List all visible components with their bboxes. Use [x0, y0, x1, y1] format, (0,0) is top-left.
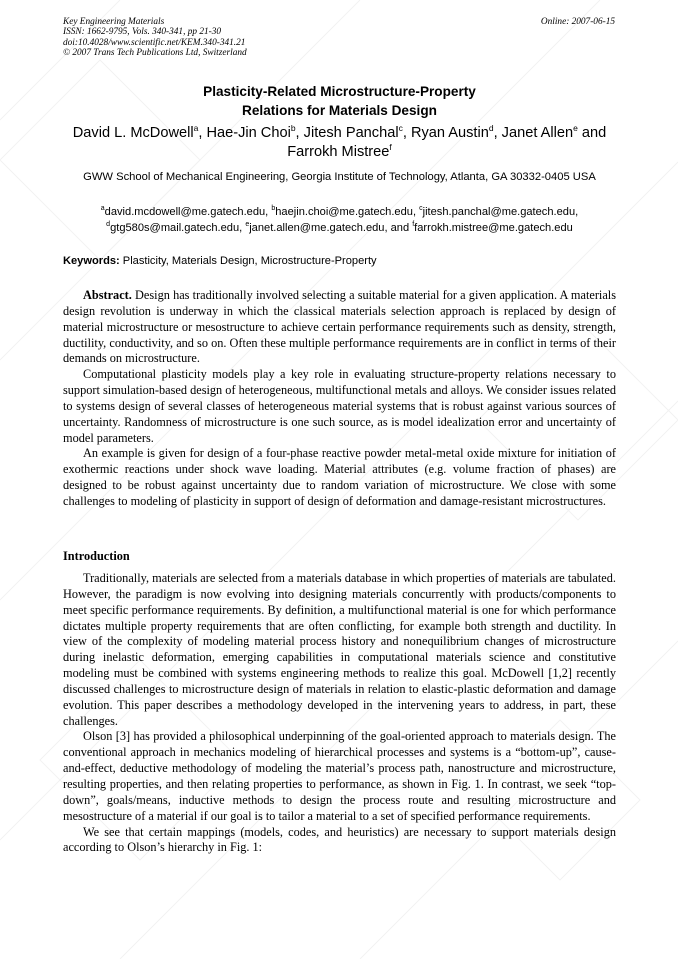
email-sup: c [419, 205, 423, 212]
email-sup: f [412, 220, 415, 228]
abstract-paragraph: An example is given for design of a four-phase reactive powder metal-metal oxide mixture for initiation of exothermic reactions under shock wave loading. Material attributes (e.g. volume fraction of phases) are designed to be robust against uncertainty due to random variation of microstructure. We close with some challenges to modeling of plasticity in support of design of deformation and damage-resistant microstructures. [63, 446, 616, 508]
email-sup: d [106, 220, 111, 228]
author-sup: e [573, 123, 578, 133]
author-name: Farrokh Mistree [287, 144, 390, 160]
author-name: Ryan Austin [410, 125, 489, 141]
author-list [63, 124, 616, 162]
abstract [63, 288, 616, 510]
abstract-label: Abstract. [83, 288, 132, 302]
keywords-text: Plasticity, Materials Design, Microstructure-Property [119, 255, 377, 267]
email-link[interactable]: janet.allen@me.gatech.edu [249, 221, 385, 234]
email-link[interactable]: david.mcdowell@me.gatech.edu [104, 206, 266, 218]
author-sup: b [290, 123, 296, 133]
email-link[interactable]: farrokh.mistree@me.gatech.edu [414, 221, 573, 234]
author-sup: c [398, 123, 403, 133]
email-sup: a [100, 205, 105, 212]
online-date: Online: 2007-06-15 [540, 17, 615, 27]
title-line-1: Plasticity-Related Microstructure-Property [203, 84, 476, 99]
author-separator: , [493, 125, 502, 141]
intro-paragraph: We see that certain mappings (models, codes, and heuristics) are necessary to support materials design according to Olson’s hierarchy in Fig. 1: [63, 824, 616, 855]
paper-title [63, 82, 616, 120]
intro-paragraph: Olson [3] has provided a philosophical underpinning of the goal-oriented approach to materials design. The conventional approach in mechanics modeling of hierarchical processes and systems is a “bottom-up”, cause-and-effect, deductive methodology of modeling the material’s process path, nanostructure and microstructure, resulting properties, and then relating properties to performance, as shown in Fig. 1. In contrast, we seek “top-down”, goals/means, inductive methods to design the process route and resulting microstructure and mesostructure of a material if our goal is to tailor a material to a set of specified performance requirements. [63, 729, 616, 823]
email-list: $^a$david.mcdowell@me.gatech.edu, $^b$haejin.choi@me.gatech.edu, $^c$jitesh.panchal@me.gatech.edu, $^d$gtg580s@mail.gatech.edu, $^e$janet.allen@me.gatech.edu, and $^f$farrokh.mistree@me.gatech.edu [100, 205, 579, 234]
author-sup: a [193, 123, 199, 133]
introduction-body [63, 571, 616, 856]
author-separator: , [402, 125, 411, 141]
author-separator: , [198, 125, 207, 141]
author-name: Hae-Jin Choi [206, 125, 291, 141]
author-and: and [577, 125, 607, 141]
email-sup: e [245, 220, 250, 228]
author-name: Janet Allen [501, 125, 574, 141]
journal-info [63, 17, 247, 59]
author-separator: , [295, 125, 304, 141]
title-line-2: Relations for Materials Design [242, 103, 437, 118]
affiliation: GWW School of Mechanical Engineering, Georgia Institute of Technology, Atlanta, GA 30332-0405 USA [83, 171, 596, 183]
author-name: David L. McDowell [72, 125, 194, 141]
copyright-line: © 2007 Trans Tech Publications Ltd, Switzerland [63, 48, 247, 59]
keywords [63, 255, 377, 267]
section-heading: Introduction [63, 549, 130, 563]
email-sup: b [271, 205, 276, 212]
email-link[interactable]: haejin.choi@me.gatech.edu [275, 206, 413, 218]
author-sup: d [488, 123, 494, 133]
email-link[interactable]: jitesh.panchal@me.gatech.edu [422, 206, 576, 218]
intro-paragraph: Traditionally, materials are selected from a materials database in which properties of materials are tabulated. However, the paradigm is now evolving into designing materials concurrently with products/components to meet specific performance requirements. By definition, a multifunctional material is one for which performance dictates multiple property requirements that are often conflicting, for example both strength and ductility. In view of the complexity of modeling material process history and nonequilibrium changes of microstructure during inelastic deformation, emerging capabilities in computational materials science and constitutive modeling must be combined with systems engineering methods to realize this goal. McDowell [1,2] recently discussed challenges to microstructure design of materials in relation to elastic-plastic deformation and damage evolution. This paper describes a methodology developed in the intervening years to address, in part, these challenges. [63, 571, 616, 728]
author-sup: f [389, 142, 392, 152]
keywords-label: Keywords: [63, 255, 120, 267]
journal-name: Key Engineering Materials [63, 17, 165, 27]
doi-line: doi:10.4028/www.scientific.net/KEM.340-341.21 [63, 37, 246, 48]
abstract-paragraph [63, 288, 616, 367]
abstract-text: Design has traditionally involved selecting a suitable material for a given application. A materials design revolution is underway in which the classical materials selection approach is replaced by design of material microstructure or mesostructure to achieve certain performance requirements such as density, strength, ductility, conductivity, and so on. Often these multiple performance requirements are in conflict in terms of their demands on microstructure. [63, 288, 616, 366]
issn-line: ISSN: 1662-9795, Vols. 340-341, pp 21-30 [63, 27, 222, 38]
author-name: Jitesh Panchal [303, 125, 399, 141]
email-link[interactable]: gtg580s@mail.gatech.edu [110, 221, 240, 234]
abstract-paragraph: Computational plasticity models play a key role in evaluating structure-property relations necessary to support simulation-based design of heterogeneous, multifunctional metals and alloys. We consider issues related to systems design of several classes of heterogeneous material systems that is robust against various sources of uncertainty. Randomness of microstructure is one such source, as is model idealization error and uncertainty of model parameters. [63, 367, 616, 445]
